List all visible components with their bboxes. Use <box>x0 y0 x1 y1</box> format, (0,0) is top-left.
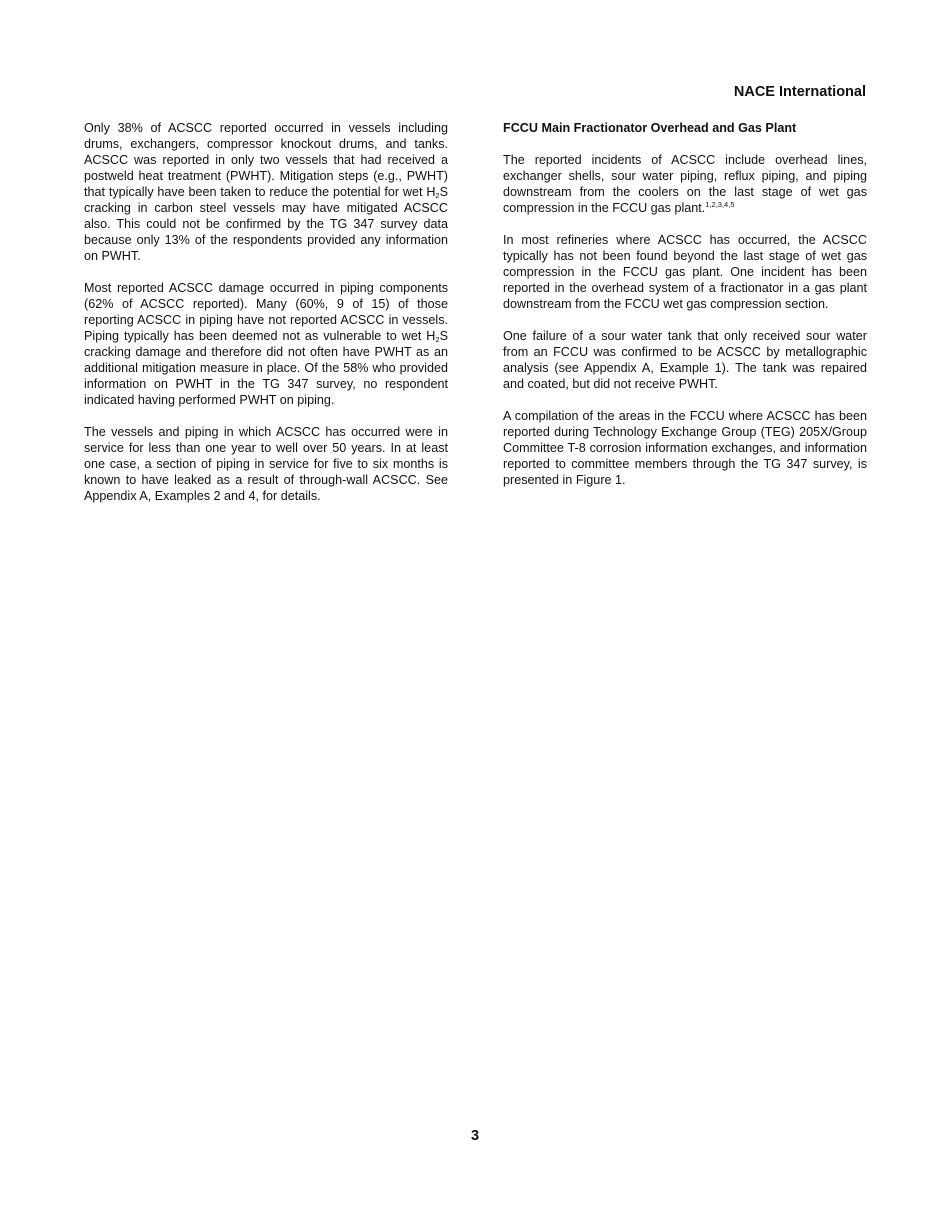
paragraph-vessels <box>84 120 448 264</box>
paragraph-sour-water-tank: One failure of a sour water tank that only received sour water from an FCCU was confirmed to be ACSCC by metallographic analysis (see Appendix A, Example 1). The tank was repaired and coated, but did not receive PWHT. <box>503 329 867 391</box>
text-span: Only 38% of ACSCC reported occurred in vessels including drums, exchangers, compressor knockout drums, and tanks. ACSCC was reported in only two vessels that had received a postweld heat treatment (PWHT). Mitigation steps (e.g., PWHT) that typically have been taken to reduce the potential for wet H <box>84 121 448 199</box>
left-column <box>84 120 448 520</box>
paragraph-compilation: A compilation of the areas in the FCCU where ACSCC has been reported during Technology Exchange Group (TEG) 205X/Group Committee T-8 corrosion information exchanges, and information reported to committee members through the TG 347 survey, is presented in Figure 1. <box>503 409 867 487</box>
right-column <box>503 120 867 504</box>
text-span: Most reported ACSCC damage occurred in piping components (62% of ACSCC reported). Many (60%, 9 of 15) of those reporting ACSCC in piping have not reported ACSCC in vessels. Piping typically has been deemed not as vulnerable to wet H <box>84 281 448 343</box>
text-span: The reported incidents of ACSCC include overhead lines, exchanger shells, sour water piping, reflux piping, and piping downstream from the coolers on the last stage of wet gas compression in the FCCU gas plant. <box>503 153 867 215</box>
subscript: 2 <box>435 191 440 200</box>
reference-superscript: 1,2,3,4,5 <box>705 200 735 209</box>
page-number: 3 <box>470 1128 480 1144</box>
paragraph-refineries: In most refineries where ACSCC has occurred, the ACSCC typically has not been found beyond the last stage of wet gas compression in the FCCU gas plant. One incident has been reported in the overhead system of a fractionator in a gas plant downstream from the FCCU wet gas compression section. <box>503 233 867 311</box>
section-heading: FCCU Main Fractionator Overhead and Gas Plant <box>503 121 797 135</box>
text-span: S cracking in carbon steel vessels may have mitigated ACSCC also. This could not be confirmed by the TG 347 survey data because only 13% of the respondents provided any information on PWHT. <box>84 185 448 263</box>
page-header: NACE International <box>733 84 866 100</box>
subscript: 2 <box>435 335 440 344</box>
text-span: S cracking damage and therefore did not often have PWHT as an additional mitigation measure in place. Of the 58% who provided information on PWHT in the TG 347 survey, no respondent indicated having performed PWHT on piping. <box>84 329 448 407</box>
paragraph-piping <box>84 280 448 408</box>
paragraph-reported-incidents <box>503 152 867 216</box>
paragraph-service-life: The vessels and piping in which ACSCC has occurred were in service for less than one year to well over 50 years. In at least one case, a section of piping in service for five to six months is known to have leaked as a result of through-wall ACSCC. See Appendix A, Examples 2 and 4, for details. <box>84 425 448 503</box>
